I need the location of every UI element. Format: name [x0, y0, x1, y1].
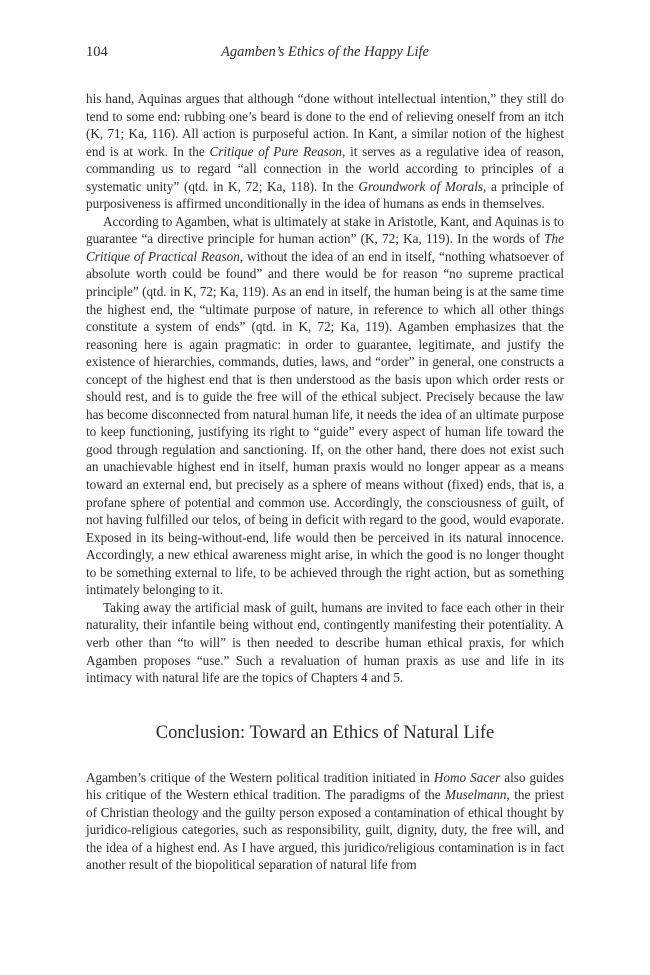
paragraph-1-text-1: his hand, Aquinas argues that although “done without intellectual intention,” they still do tend to some end: rubbing one’s beard is done to the end of relieving oneself from an itch (K, 71; Ka, 116). All action is purposeful action. In Kant, a similar notion of the highest end is at work. In the	[86, 91, 564, 159]
paragraph-4-text-3: , the priest of Christian theology and the guilty person exposed a contamination of ethical thought by juridico-religious categories, such as responsibility, guilt, dignity, duty, the free will, and the idea of a highest end. As I have argued, this juridico/religious contamination is in fact another result of the biopolitical separation of natural life from	[86, 787, 564, 873]
paragraph-1	[86, 90, 564, 213]
paragraph-1-text-2: it serves as a regulative idea of reason, commanding us to regard “all connection in the world according to principles of a systematic unity” (qtd. in K, 72; Ka, 118). In the	[86, 143, 565, 194]
paragraph-4-text-2: also guides his critique of the Western ethical tradition. The paradigms of the	[86, 769, 564, 803]
body-text	[86, 90, 564, 874]
paragraph-2-text-1: According to Agamben, what is ultimately at stake in Aristotle, Kant, and Aquinas is to guarantee “a directive principle for human action” (K, 72; Ka, 119). In the words of	[86, 213, 564, 247]
section-heading: Conclusion: Toward an Ethics of Natural Life	[155, 722, 495, 743]
paragraph-3	[86, 599, 564, 687]
page-number: 104	[86, 44, 108, 60]
paragraph-1-title-2: Groundwork of Morals,	[358, 178, 487, 194]
page-header	[86, 44, 564, 64]
paragraph-2	[86, 213, 564, 599]
paragraph-3-text-1: Taking away the artificial mask of guilt, humans are invited to face each other in their naturality, their infantile being without end, contingently manifesting their potentiality. A verb other than “to will” is then needed to describe human ethical praxis, for which Agamben proposes “use.” Such a revaluation of human praxis as use and life in its intimacy with natural life are the topics of Chapters 4 and 5.	[86, 599, 564, 686]
paragraph-4-title-1: Homo Sacer	[433, 769, 501, 785]
running-head: Agamben’s Ethics of the Happy Life	[221, 44, 429, 60]
paragraph-2-title-1: The Critique of Practical Reason	[86, 231, 564, 264]
paragraph-1-text-3: a principle of purposiveness is affirmed unconditionally in the idea of humans as ends in themselves.	[86, 178, 564, 212]
paragraph-4-text-1: Agamben’s critique of the Western political tradition initiated in	[86, 769, 434, 785]
paragraph-4	[86, 769, 564, 874]
paragraph-2-text-2: , without the idea of an end in itself, “nothing whatsoever of absolute worth could be found” and there would be for reason “no supreme practical principle” (qtd. in K, 72; Ka, 119). As an end in itself, the human being is at the same time the highest end, the “ultimate purpose of nature, in reference to which all other things constitute a system of ends” (qtd. in K, 72; Ka, 119). Agamben emphasizes that the reasoning here is again pragmatic: in order to guarantee, legitimate, and justify the existence of hierarchies, commands, duties, laws, and “order” in general, one constructs a concept of the highest end that is then understood as the basis upon which order rests or should rest, and is to guide the free will of the ethical subject. Precisely because the law has become disconnected from natural human life, it needs the idea of an ultimate purpose to keep functioning, justifying its right to “guide” every aspect of human life toward the good through regulation and sanctioning. If, on the other hand, there does not exist such an unachievable highest end in itself, human praxis would no longer appear as a means toward an external end, but precisely as a sphere of means without (fixed) ends, that is, a profane sphere of potential and common use. Accordingly, the consciousness of guilt, of not having fulfilled our telos, of being in deficit with regard to the good, would evaporate. Exposed in its being-without-end, life would then be perceived in its natural innocence. Accordingly, a new ethical awareness might arise, in which the good is no longer thought to be something external to life, to be achieved through the right action, but as something intimately belonging to it.	[86, 248, 564, 598]
paragraph-1-title-1: Critique of Pure Reason,	[209, 143, 346, 159]
paragraph-4-term-1: Muselmann	[444, 787, 507, 803]
